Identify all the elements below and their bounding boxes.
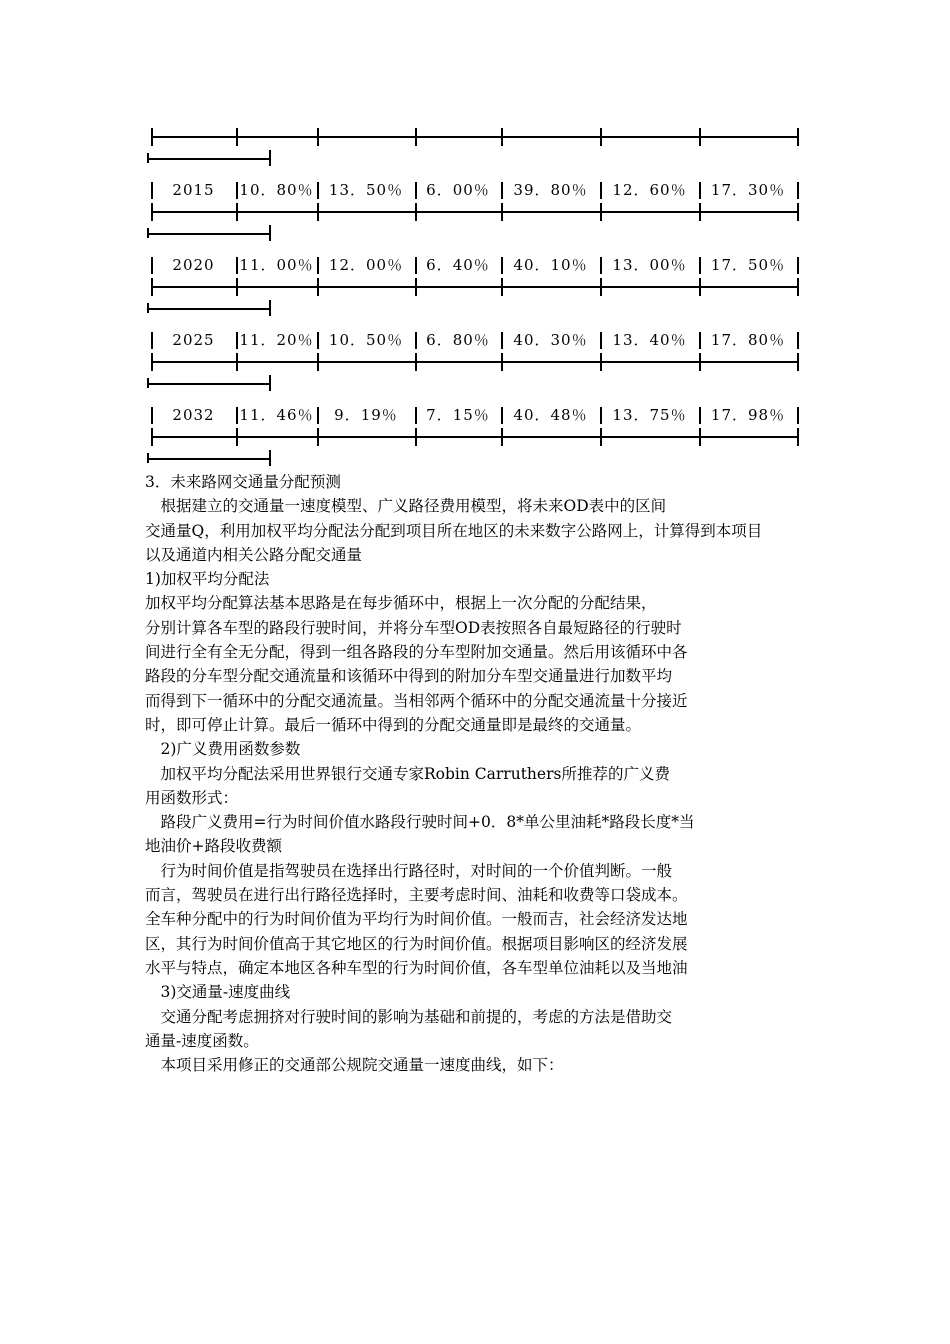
- body-text: [145, 470, 815, 1077]
- text-line: 以及通道内相关公路分配交通量: [145, 545, 363, 564]
- text-line: 分别计算各车型的路段行驶时间，并将分车型OD表按照各自最短路径的行驶时: [145, 618, 682, 637]
- percent-cell: 7．15％: [426, 406, 490, 424]
- text-line: 加权平均分配算法基本思路是在每步循环中，根据上一次分配的分配结果，: [145, 594, 657, 613]
- text-line: 交通量Q，利用加权平均分配法分配到项目所在地区的未来数字公路网上，计算得到本项目: [145, 521, 763, 540]
- growth-rate-table: [145, 128, 805, 478]
- table-rule: [145, 128, 805, 178]
- percent-cell: 10．50％: [328, 331, 404, 349]
- percent-cell: 39．80％: [513, 181, 588, 199]
- percent-cell: 12．60％: [612, 181, 687, 199]
- year-cell: 2032: [172, 406, 215, 424]
- text-line: 而得到下一循环中的分配交通流量。当相邻两个循环中的分配交通流量十分接近: [145, 691, 688, 710]
- table-rule: [145, 278, 805, 328]
- percent-cell: 40．30％: [513, 331, 588, 349]
- text-line: 通量-速度函数。: [145, 1031, 259, 1050]
- percent-cell: 12．00％: [328, 256, 404, 274]
- percent-cell: 17．80％: [710, 331, 786, 349]
- text-line: 时，即可停止计算。最后一循环中得到的分配交通量即是最终的交通量。: [145, 715, 642, 734]
- text-line: 行为时间价值是指驾驶员在选择出行路径时，对时间的一个价值判断。一般: [145, 861, 673, 880]
- percent-cell: 13．00％: [612, 256, 687, 274]
- text-line: 而言，驾驶员在进行出行路径选择时，主要考虑时间、油耗和收费等口袋成本。: [145, 886, 688, 905]
- text-line: 地油价+路段收费额: [145, 837, 282, 856]
- table-rule: [145, 353, 805, 403]
- year-cell: 2015: [172, 181, 215, 199]
- percent-cell: 11．20％: [239, 331, 314, 349]
- table-rule: [145, 203, 805, 253]
- percent-cell: 13．75％: [612, 406, 687, 424]
- text-line: 水平与特点，确定本地区各种车型的行为时间价值，各车型单位油耗以及当地油: [145, 958, 688, 977]
- percent-cell: 17．98％: [710, 406, 786, 424]
- percent-cell: 17．50％: [710, 256, 786, 274]
- percent-cell: 13．50％: [328, 181, 404, 199]
- percent-cell: 17．30％: [710, 181, 786, 199]
- percent-cell: 11．00％: [239, 256, 314, 274]
- text-line: 2)广义费用函数参数: [145, 740, 301, 759]
- year-cell: 2025: [172, 331, 215, 349]
- text-line: 1)加权平均分配法: [145, 570, 270, 589]
- text-line: 用函数形式：: [145, 788, 239, 807]
- table-row: [145, 328, 805, 353]
- text-line: 路段广义费用=行为时间价值水路段行驶时间+0．8*单公里油耗*路段长度*当: [145, 813, 695, 832]
- table-row: [145, 178, 805, 203]
- text-line: 路段的分车型分配交通流量和该循环中得到的附加分车型交通量进行加数平均: [145, 667, 673, 686]
- text-line: 本项目采用修正的交通部公规院交通量一速度曲线，如下：: [145, 1056, 564, 1075]
- percent-cell: 10．80％: [239, 181, 314, 199]
- text-line: 3)交通量-速度曲线: [145, 983, 291, 1002]
- percent-cell: 9．19％: [334, 406, 398, 424]
- text-line: 区，其行为时间价值高于其它地区的行为时间价值。根据项目影响区的经济发展: [145, 934, 688, 953]
- percent-cell: 13．40％: [612, 331, 687, 349]
- text-line: 交通分配考虑拥挤对行驶时间的影响为基础和前提的，考虑的方法是借助交: [145, 1007, 673, 1026]
- text-line: 间进行全有全无分配，得到一组各路段的分车型附加交通量。然后用该循环中各: [145, 643, 688, 662]
- table-row: [145, 253, 805, 278]
- percent-cell: 6．80％: [426, 331, 490, 349]
- percent-cell: 40．48％: [513, 406, 588, 424]
- percent-cell: 40．10％: [513, 256, 588, 274]
- table-row: [145, 403, 805, 428]
- year-cell: 2020: [172, 256, 215, 274]
- text-line: 全车种分配中的行为时间价值为平均行为时间价值。一般而吉，社会经济发达地: [145, 910, 688, 929]
- text-line: 加权平均分配法采用世界银行交通专家Robin Carruthers所推荐的广义费: [145, 764, 670, 783]
- percent-cell: 11．46％: [239, 406, 314, 424]
- text-line: 3．未来路网交通量分配预测: [145, 473, 341, 491]
- text-line: 根据建立的交通量一速度模型、广义路径费用模型，将未来OD表中的区间: [145, 497, 667, 516]
- percent-cell: 6．00％: [426, 181, 490, 199]
- percent-cell: 6．40％: [426, 256, 490, 274]
